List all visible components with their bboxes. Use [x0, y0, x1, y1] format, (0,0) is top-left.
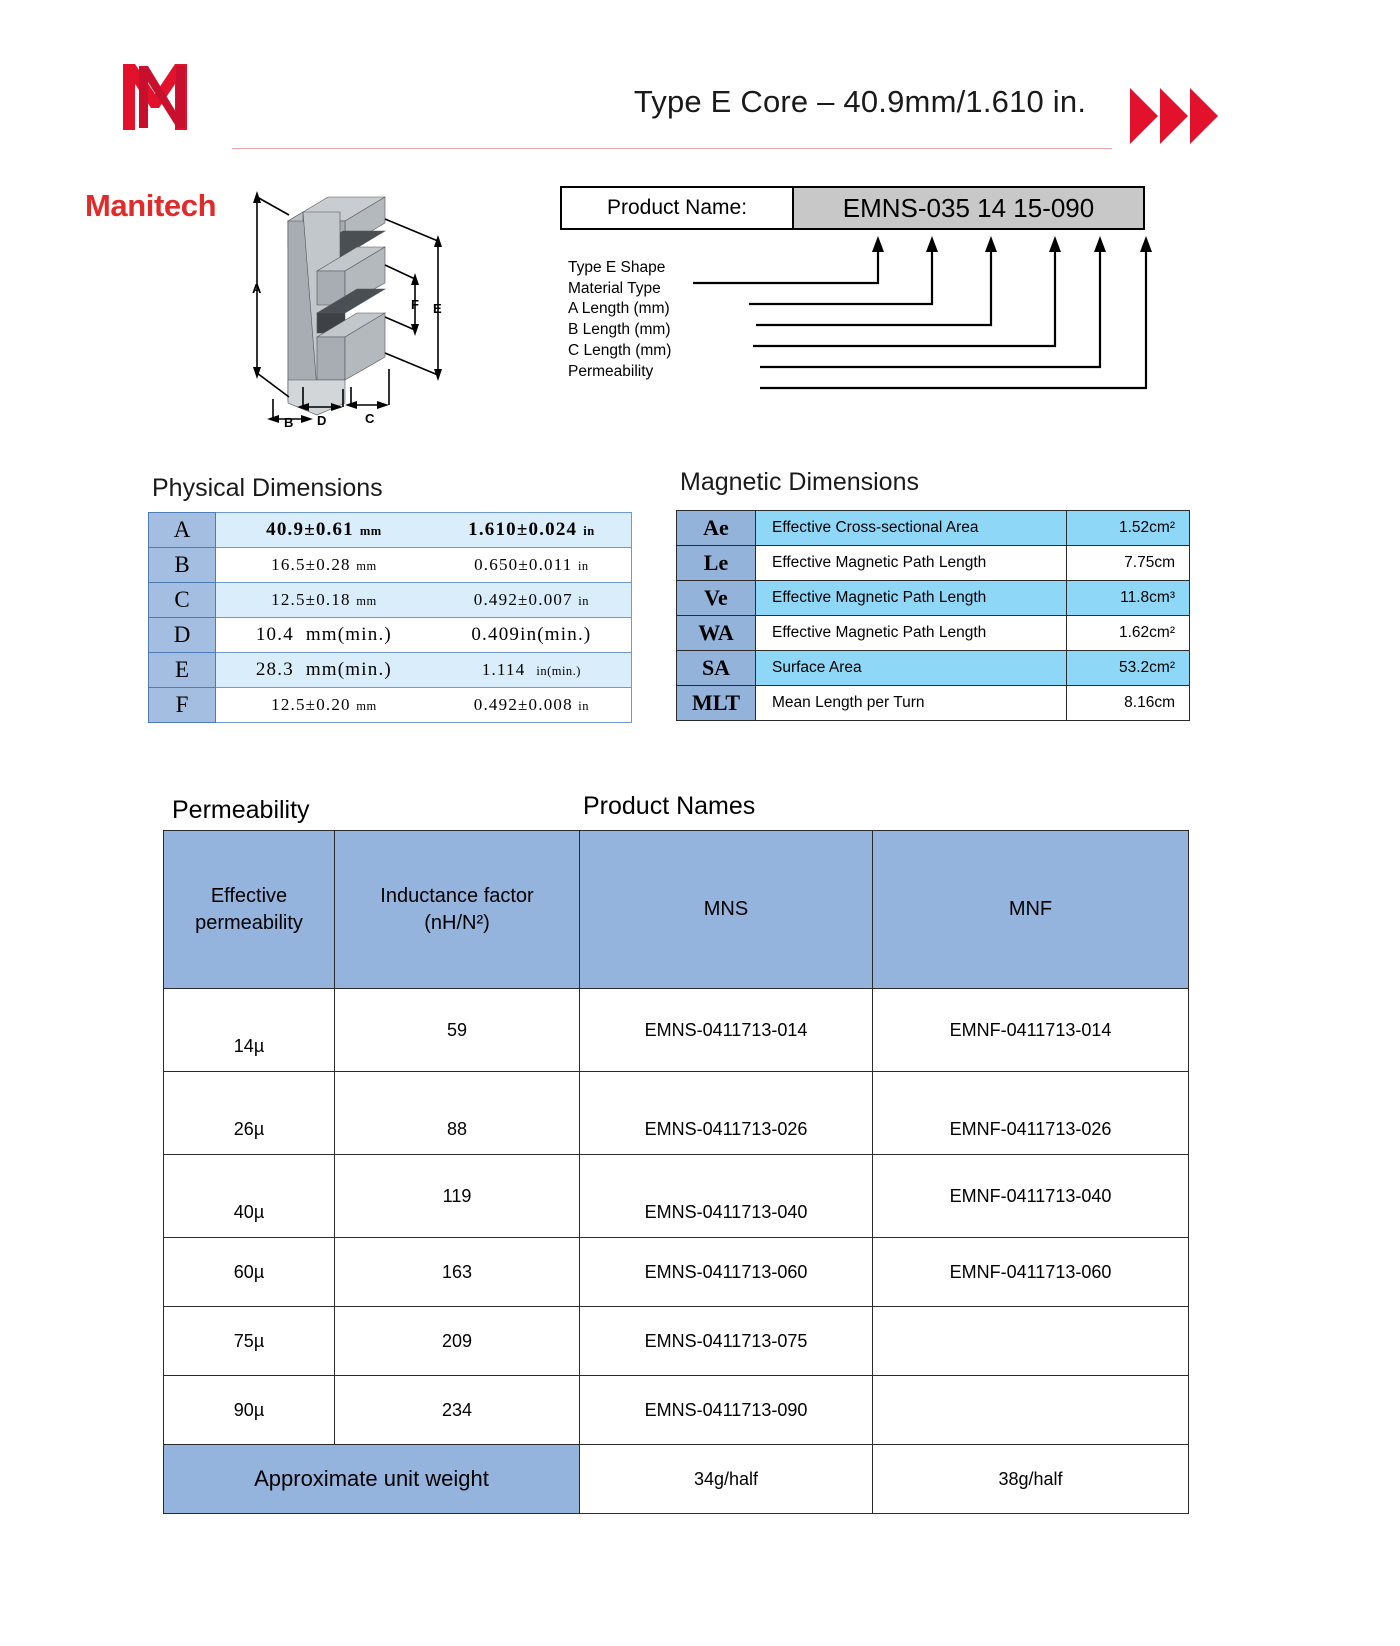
phys-mm-c: 12.5±0.18	[271, 590, 351, 609]
mag-desc-sa: Surface Area	[756, 651, 1067, 686]
callout-a-length: A Length (mm)	[568, 300, 670, 318]
phys-in-d: 0.409	[471, 624, 521, 645]
phys-mm-e: 28.3	[255, 659, 294, 680]
mag-desc-mlt: Mean Length per Turn	[756, 686, 1067, 721]
brand-name: Manitech	[85, 188, 217, 223]
table-row	[164, 1307, 1189, 1376]
table-row	[677, 511, 1190, 546]
phys-key-d: D	[149, 618, 216, 653]
perm-value-5: 75µ	[164, 1307, 335, 1376]
phys-mm-a: 40.9±0.61	[266, 519, 354, 540]
phys-in-unit-a: in	[583, 524, 595, 538]
magnetic-dimensions-table	[676, 510, 1190, 721]
table-row	[164, 989, 1189, 1072]
chevron-left-icon-2	[1160, 88, 1188, 144]
table-row	[164, 1238, 1189, 1307]
mag-desc-wa: Effective Magnetic Path Length	[756, 616, 1067, 651]
phys-key-b: B	[149, 548, 216, 583]
perm-value-3: 40µ	[164, 1155, 335, 1238]
product-name-value: EMNS-035 14 15-090	[794, 188, 1143, 228]
phys-in-f: 0.492±0.008	[473, 695, 573, 714]
mag-desc-ve: Effective Magnetic Path Length	[756, 581, 1067, 616]
mns-value-3: EMNS-0411713-040	[580, 1155, 873, 1238]
product-name-label: Product Name:	[562, 188, 794, 228]
header-effective-permeability	[164, 831, 335, 989]
phys-in-a: 1.610±0.024	[468, 519, 578, 540]
mag-value-le: 7.75cm	[1067, 546, 1190, 581]
magnetic-dimensions-title: Magnetic Dimensions	[680, 468, 919, 496]
mnf-value-1: EMNF-0411713-014	[873, 989, 1189, 1072]
product-name-box	[560, 186, 1145, 230]
mag-desc-ae: Effective Cross-sectional Area	[756, 511, 1067, 546]
header-eff-line1: Effective	[210, 884, 288, 907]
weight-mns: 34g/half	[580, 1445, 873, 1514]
table-row	[149, 688, 632, 723]
header-inductance-factor	[335, 831, 580, 989]
callout-type-e-shape: Type E Shape	[568, 259, 666, 276]
manitech-logo-icon	[115, 60, 195, 132]
mag-key-sa: SA	[677, 651, 756, 686]
dim-label-f: F	[411, 297, 419, 312]
mns-value-6: EMNS-0411713-090	[580, 1376, 873, 1445]
mag-value-sa: 53.2cm²	[1067, 651, 1190, 686]
phys-in-b: 0.650±0.011	[474, 555, 573, 574]
header-ind-line2: (nH/N²)	[424, 911, 490, 934]
mns-value-5: EMNS-0411713-075	[580, 1307, 873, 1376]
physical-dimensions-title: Physical Dimensions	[152, 474, 383, 502]
weight-mnf: 38g/half	[873, 1445, 1189, 1514]
mag-key-ae: Ae	[677, 511, 756, 546]
phys-key-e: E	[149, 653, 216, 688]
callout-permeability: Permeability	[568, 362, 654, 380]
al-value-4: 163	[335, 1238, 580, 1307]
mnf-value-4: EMNF-0411713-060	[873, 1238, 1189, 1307]
callout-label-list	[568, 258, 718, 382]
phys-mm-unit-a: mm	[359, 524, 382, 538]
table-row	[164, 1072, 1189, 1155]
phys-key-a: A	[149, 513, 216, 548]
mag-value-ae: 1.52cm²	[1067, 511, 1190, 546]
dim-label-a: A	[252, 281, 262, 296]
phys-mm-d: 10.4	[255, 624, 294, 645]
table-row	[149, 583, 632, 618]
mag-value-mlt: 8.16cm	[1067, 686, 1190, 721]
brand-logo	[85, 60, 295, 223]
dim-label-e: E	[433, 301, 442, 316]
table-row	[677, 651, 1190, 686]
table-row	[677, 546, 1190, 581]
e-core-3d-diagram	[225, 175, 470, 435]
header-eff-line2: permeability	[195, 911, 303, 934]
mnf-value-3: EMNF-0411713-040	[873, 1155, 1189, 1238]
mag-value-wa: 1.62cm²	[1067, 616, 1190, 651]
table-row	[149, 548, 632, 583]
phys-mm-f: 12.5±0.20	[271, 695, 351, 714]
mnf-value-5	[873, 1307, 1189, 1376]
table-row	[677, 686, 1190, 721]
table-row	[677, 616, 1190, 651]
perm-value-4: 60µ	[164, 1238, 335, 1307]
perm-value-6: 90µ	[164, 1376, 335, 1445]
table-row	[164, 1376, 1189, 1445]
table-row	[149, 618, 632, 653]
mag-key-wa: WA	[677, 616, 756, 651]
phys-in-unit-b: in	[577, 559, 589, 573]
phys-in-c: 0.492±0.007	[473, 590, 573, 609]
mns-value-1: EMNS-0411713-014	[580, 989, 873, 1072]
chevron-left-icon-1	[1130, 88, 1158, 144]
mag-key-mlt: MLT	[677, 686, 756, 721]
permeability-caption: Permeability	[172, 796, 310, 824]
table-row	[149, 653, 632, 688]
perm-value-2: 26µ	[164, 1072, 335, 1155]
phys-key-c: C	[149, 583, 216, 618]
phys-key-f: F	[149, 688, 216, 723]
mag-key-ve: Ve	[677, 581, 756, 616]
callout-c-length: C Length (mm)	[568, 341, 672, 359]
mag-desc-le: Effective Magnetic Path Length	[756, 546, 1067, 581]
table-row	[149, 513, 632, 548]
product-names-caption: Product Names	[583, 792, 756, 820]
weight-label: Approximate unit weight	[164, 1445, 580, 1514]
dim-label-b: B	[284, 415, 294, 430]
mag-value-ve: 11.8cm³	[1067, 581, 1190, 616]
al-value-3: 119	[335, 1155, 580, 1238]
page-title: Type E Core – 40.9mm/1.610 in.	[633, 84, 1087, 119]
mns-value-4: EMNS-0411713-060	[580, 1238, 873, 1307]
callout-b-length: B Length (mm)	[568, 321, 671, 339]
phys-in-unit-f: in	[578, 699, 589, 713]
mnf-value-2: EMNF-0411713-026	[873, 1072, 1189, 1155]
phys-in-e: 1.114	[481, 660, 526, 679]
weight-row	[164, 1445, 1189, 1514]
table-header-row	[164, 831, 1189, 989]
phys-mm-unit-e: mm(min.)	[305, 659, 392, 680]
chevron-left-icon-3	[1190, 88, 1218, 144]
header-mns: MNS	[580, 831, 873, 989]
perm-value-1: 14µ	[164, 989, 335, 1072]
header-mnf: MNF	[873, 831, 1189, 989]
phys-mm-unit-c: mm	[356, 594, 377, 608]
table-row	[677, 581, 1190, 616]
phys-in-unit-d: in(min.)	[520, 624, 592, 645]
phys-mm-unit-b: mm	[356, 559, 377, 573]
physical-dimensions-table	[148, 512, 632, 723]
phys-in-unit-e: in(min.)	[536, 664, 581, 678]
al-value-2: 88	[335, 1072, 580, 1155]
phys-in-unit-c: in	[578, 594, 589, 608]
mag-key-le: Le	[677, 546, 756, 581]
table-row	[164, 1155, 1189, 1238]
phys-mm-unit-d: mm(min.)	[305, 624, 392, 645]
al-value-1: 59	[335, 989, 580, 1072]
al-value-6: 234	[335, 1376, 580, 1445]
dim-label-d: D	[317, 413, 327, 428]
phys-mm-b: 16.5±0.28	[271, 555, 351, 574]
dim-label-c: C	[365, 411, 375, 426]
header-divider	[232, 148, 1112, 149]
phys-mm-unit-f: mm	[356, 699, 377, 713]
al-value-5: 209	[335, 1307, 580, 1376]
header-ind-line1: Inductance factor	[380, 884, 534, 907]
mns-value-2: EMNS-0411713-026	[580, 1072, 873, 1155]
callout-material-type: Material Type	[568, 279, 661, 297]
mnf-value-6	[873, 1376, 1189, 1445]
permeability-product-table	[163, 830, 1189, 1514]
